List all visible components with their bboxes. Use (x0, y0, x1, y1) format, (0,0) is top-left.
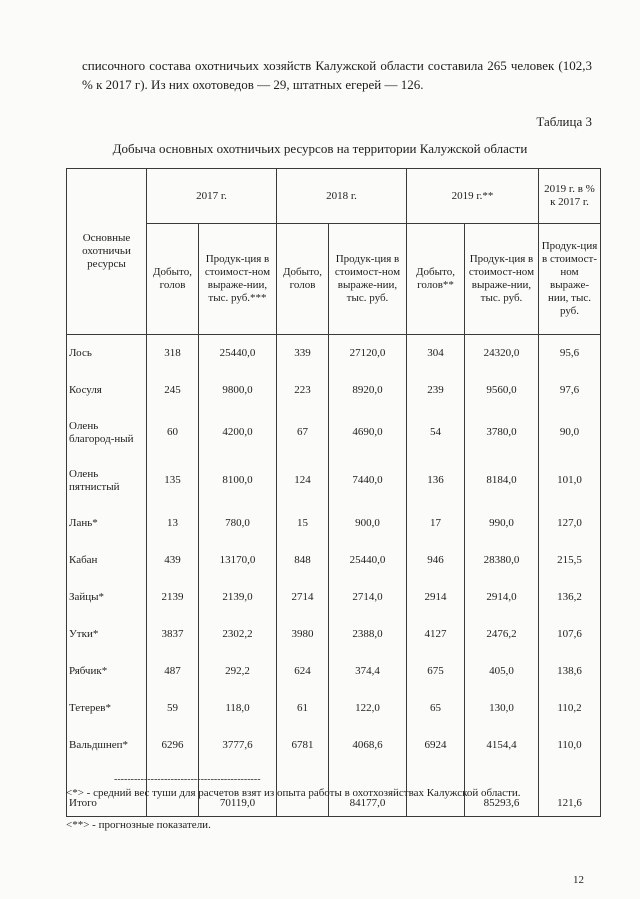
resource-name-cell: Утки* (67, 616, 147, 653)
header-percent: 2019 г. в % к 2017 г. (539, 169, 601, 224)
value-cell: 110,0 (539, 727, 601, 764)
value-cell: 292,2 (199, 653, 277, 690)
table-row (67, 372, 601, 409)
footnote-separator: -------------------------------------------- (114, 774, 261, 785)
total-value-cell: 84177,0 (329, 764, 407, 817)
value-cell: 6296 (147, 727, 199, 764)
total-value-cell: 85293,6 (465, 764, 539, 817)
value-cell: 3837 (147, 616, 199, 653)
value-cell: 780,0 (199, 505, 277, 542)
value-cell: 136 (407, 457, 465, 505)
value-cell: 25440,0 (329, 542, 407, 579)
value-cell: 27120,0 (329, 335, 407, 372)
table-row (67, 335, 601, 372)
header-count-2017: Добыто, голов (147, 224, 199, 335)
value-cell: 4200,0 (199, 409, 277, 457)
table-row (67, 653, 601, 690)
total-value-cell: 121,6 (539, 764, 601, 817)
resource-name-cell: Лось (67, 335, 147, 372)
value-cell: 4690,0 (329, 409, 407, 457)
value-cell: 439 (147, 542, 199, 579)
hunting-resources-table (66, 168, 601, 817)
value-cell: 8920,0 (329, 372, 407, 409)
value-cell: 110,2 (539, 690, 601, 727)
header-value-2017: Продук-ция в стоимост-ном выраже-нии, тыс. руб.*** (199, 224, 277, 335)
value-cell: 61 (277, 690, 329, 727)
value-cell: 405,0 (465, 653, 539, 690)
value-cell: 25440,0 (199, 335, 277, 372)
footnote-1: <*> - средний вес туши для расчетов взят из опыта работы в охотхозяйствах Калужской области. (66, 787, 521, 799)
table-row (67, 616, 601, 653)
value-cell: 67 (277, 409, 329, 457)
value-cell: 239 (407, 372, 465, 409)
value-cell: 65 (407, 690, 465, 727)
value-cell: 487 (147, 653, 199, 690)
value-cell: 2388,0 (329, 616, 407, 653)
value-cell: 675 (407, 653, 465, 690)
value-cell: 2914,0 (465, 579, 539, 616)
value-cell: 101,0 (539, 457, 601, 505)
value-cell: 118,0 (199, 690, 277, 727)
value-cell: 374,4 (329, 653, 407, 690)
value-cell: 2139,0 (199, 579, 277, 616)
value-cell: 4154,4 (465, 727, 539, 764)
value-cell: 54 (407, 409, 465, 457)
value-cell: 6781 (277, 727, 329, 764)
value-cell: 2302,2 (199, 616, 277, 653)
table-row (67, 727, 601, 764)
value-cell: 9800,0 (199, 372, 277, 409)
value-cell: 7440,0 (329, 457, 407, 505)
total-label-cell: Итого (67, 764, 147, 817)
value-cell: 848 (277, 542, 329, 579)
value-cell: 28380,0 (465, 542, 539, 579)
header-value-2019: Продук-ция в стоимост-ном выраже-нии, тыс. руб. (465, 224, 539, 335)
value-cell: 2139 (147, 579, 199, 616)
value-cell: 60 (147, 409, 199, 457)
value-cell: 97,6 (539, 372, 601, 409)
table-number: Таблица 3 (536, 114, 592, 129)
value-cell: 8100,0 (199, 457, 277, 505)
value-cell: 8184,0 (465, 457, 539, 505)
resource-name-cell: Олень пятнистый (67, 457, 147, 505)
table-row (67, 542, 601, 579)
value-cell: 304 (407, 335, 465, 372)
value-cell: 3980 (277, 616, 329, 653)
header-count-2019: Добыто, голов** (407, 224, 465, 335)
header-year-2018: 2018 г. (277, 169, 407, 224)
value-cell: 135 (147, 457, 199, 505)
resource-name-cell: Олень благород-ный (67, 409, 147, 457)
value-cell: 339 (277, 335, 329, 372)
resource-name-cell: Кабан (67, 542, 147, 579)
value-cell: 95,6 (539, 335, 601, 372)
value-cell: 900,0 (329, 505, 407, 542)
value-cell: 318 (147, 335, 199, 372)
table-row (67, 690, 601, 727)
value-cell: 245 (147, 372, 199, 409)
value-cell: 223 (277, 372, 329, 409)
intro-paragraph: списочного состава охотничьих хозяйств Калужской области составила 265 человек (102,3 % к 2017 г). Из них охотоведов — 29, штатных егерей — 126. (82, 58, 592, 92)
value-cell: 107,6 (539, 616, 601, 653)
value-cell: 215,5 (539, 542, 601, 579)
header-value-percent: Продук-ция в стоимост-ном выраже-нии, тыс. руб. (539, 224, 601, 335)
value-cell: 127,0 (539, 505, 601, 542)
value-cell: 15 (277, 505, 329, 542)
value-cell: 2714,0 (329, 579, 407, 616)
value-cell: 6924 (407, 727, 465, 764)
value-cell: 946 (407, 542, 465, 579)
value-cell: 124 (277, 457, 329, 505)
resource-name-cell: Тетерев* (67, 690, 147, 727)
value-cell: 624 (277, 653, 329, 690)
value-cell: 2914 (407, 579, 465, 616)
value-cell: 24320,0 (465, 335, 539, 372)
value-cell: 136,2 (539, 579, 601, 616)
value-cell: 990,0 (465, 505, 539, 542)
resource-name-cell: Вальдшнеп* (67, 727, 147, 764)
table-row (67, 457, 601, 505)
resource-name-cell: Рябчик* (67, 653, 147, 690)
value-cell: 17 (407, 505, 465, 542)
value-cell: 13170,0 (199, 542, 277, 579)
header-year-2017: 2017 г. (147, 169, 277, 224)
value-cell: 122,0 (329, 690, 407, 727)
header-year-2019: 2019 г.** (407, 169, 539, 224)
value-cell: 13 (147, 505, 199, 542)
page-number: 12 (573, 874, 584, 886)
table-row (67, 505, 601, 542)
total-value-cell: 70119,0 (199, 764, 277, 817)
value-cell: 9560,0 (465, 372, 539, 409)
header-value-2018: Продук-ция в стоимост-ном выраже-нии, тыс. руб. (329, 224, 407, 335)
value-cell: 3777,6 (199, 727, 277, 764)
resource-name-cell: Косуля (67, 372, 147, 409)
value-cell: 90,0 (539, 409, 601, 457)
value-cell: 2714 (277, 579, 329, 616)
header-resource: Основные охотничьи ресурсы (67, 169, 147, 335)
value-cell: 138,6 (539, 653, 601, 690)
value-cell: 4127 (407, 616, 465, 653)
value-cell: 3780,0 (465, 409, 539, 457)
footnote-2: <**> - прогнозные показатели. (66, 819, 211, 831)
table-row (67, 409, 601, 457)
table-title: Добыча основных охотничьих ресурсов на территории Калужской области (112, 141, 528, 156)
value-cell: 4068,6 (329, 727, 407, 764)
table-row (67, 579, 601, 616)
value-cell: 130,0 (465, 690, 539, 727)
resource-name-cell: Зайцы* (67, 579, 147, 616)
value-cell: 59 (147, 690, 199, 727)
value-cell: 2476,2 (465, 616, 539, 653)
resource-name-cell: Лань* (67, 505, 147, 542)
header-count-2018: Добыто, голов (277, 224, 329, 335)
